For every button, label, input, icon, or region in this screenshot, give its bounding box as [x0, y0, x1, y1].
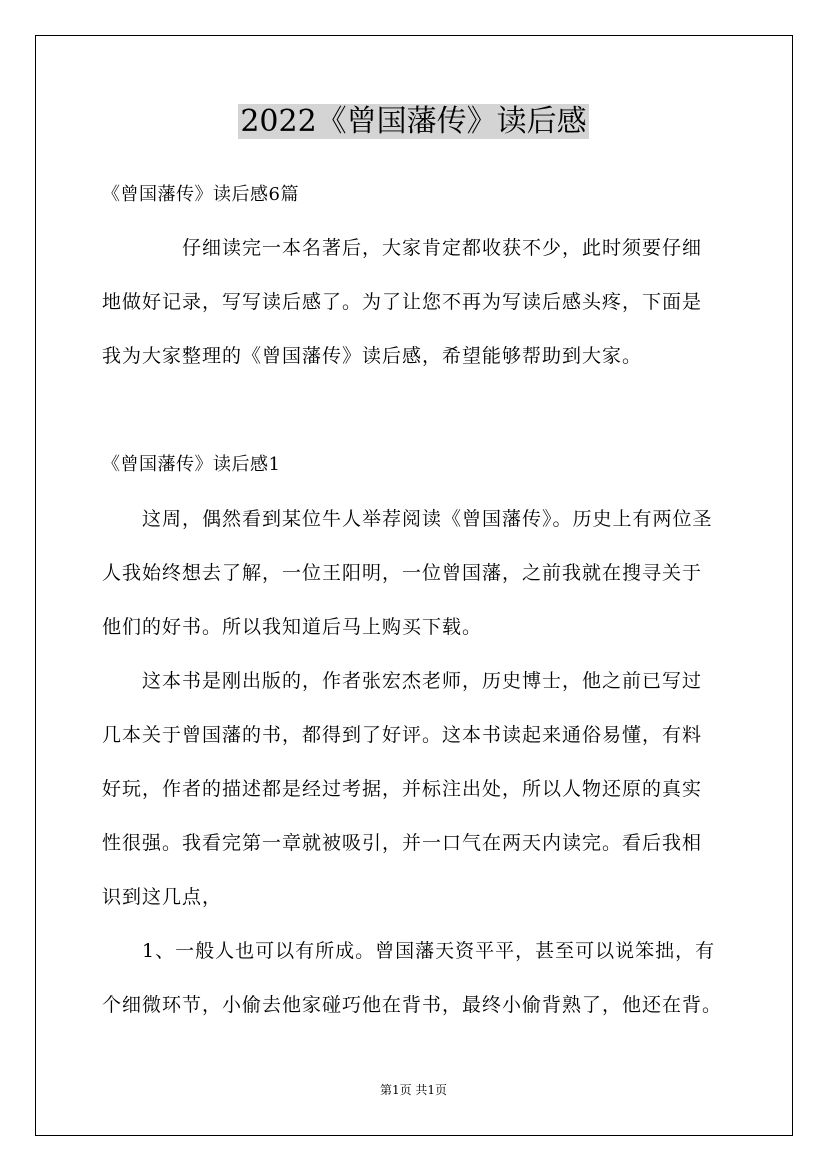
intro-line: 仔细读完一本名著后，大家肯定都收获不少，此时须要仔细 — [182, 237, 703, 259]
section-heading: 《曾国藩传》读后感1 — [102, 454, 281, 475]
paragraph-line: 1、一般人也可以有所成。曾国藩天资平平，甚至可以说笨拙，有 — [142, 940, 716, 962]
paragraph-line: 识到这几点， — [102, 886, 223, 908]
intro-line: 地做好记录，写写读后感了。为了让您不再为写读后感头疼，下面是 — [102, 291, 703, 313]
paragraph-line: 这周，偶然看到某位牛人举荐阅读《曾国藩传》。历史上有两位圣 — [142, 508, 713, 530]
document-title-wrap — [0, 101, 827, 143]
paragraph-line: 几本关于曾国藩的书，都得到了好评。这本书读起来通俗易懂，有料 — [102, 724, 703, 746]
paragraph-line: 这本书是刚出版的，作者张宏杰老师，历史博士，他之前已写过 — [142, 670, 703, 692]
intro-line: 我为大家整理的《曾国藩传》读后感，希望能够帮助到大家。 — [102, 345, 643, 367]
paragraph-line: 个细微环节，小偷去他家碰巧他在背书，最终小偷背熟了，他还在背。 — [102, 994, 723, 1016]
paragraph-line: 人我始终想去了解，一位王阳明，一位曾国藩，之前我就在搜寻关于 — [102, 562, 703, 584]
paragraph-line: 性很强。我看完第一章就被吸引，并一口气在两天内读完。看后我相 — [102, 832, 703, 854]
article-subtitle: 《曾国藩传》读后感6篇 — [102, 184, 299, 205]
document-title: 2022《曾国藩传》读后感 — [240, 104, 587, 139]
paragraph-line: 他们的好书。所以我知道后马上购买下载。 — [102, 616, 483, 638]
page-footer: 第1页 共1页 — [379, 1083, 448, 1097]
paragraph-line: 好玩，作者的描述都是经过考据，并标注出处，所以人物还原的真实 — [102, 778, 703, 800]
